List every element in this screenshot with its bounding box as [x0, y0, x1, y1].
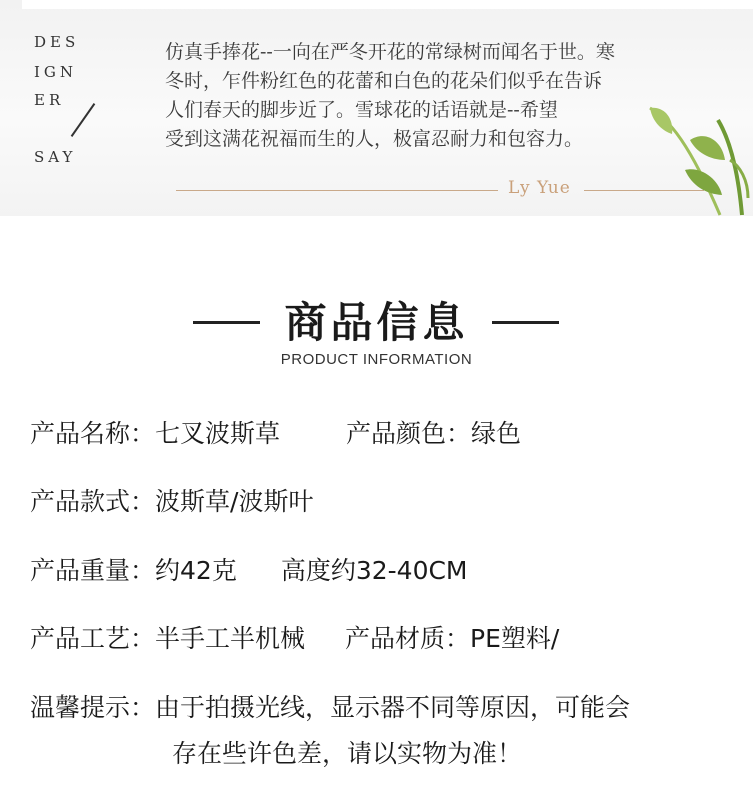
banner-top-strip [22, 0, 753, 9]
info-row-tip [30, 688, 630, 724]
heading-line-right [492, 321, 559, 324]
info-row-weight [30, 551, 468, 587]
leaf-decoration-icon [630, 100, 753, 216]
poem-line-4: 受到这满花祝福而生的人，极富忍耐力和包容力。 [165, 128, 584, 150]
material-value: PE塑料/ [470, 624, 560, 653]
poem-line-1: 仿真手捧花--一向在严冬开花的常绿树而闻名于世。寒 [165, 41, 615, 63]
color-value: 绿色 [471, 419, 522, 448]
signature-line-left [176, 190, 498, 191]
name-label: 产品名称： [30, 419, 156, 448]
style-value: 波斯草/波斯叶 [155, 487, 314, 516]
section-title: 商品信息 [284, 298, 469, 347]
designer-text-4: SAY [34, 148, 77, 166]
weight-value: 约42克 [155, 556, 237, 585]
material-label: 产品材质： [345, 624, 471, 653]
signature: Ly Yue [508, 178, 571, 198]
info-row-style [30, 482, 313, 518]
weight-label: 产品重量： [30, 556, 156, 585]
craft-label: 产品工艺： [30, 624, 156, 653]
style-label: 产品款式： [30, 487, 156, 516]
info-row-name-color [30, 414, 521, 450]
poem-line-3: 人们春天的脚步近了。雪球花的话语就是--希望 [165, 99, 558, 121]
tip-line-1: 由于拍摄光线，显示器不同等原因，可能会 [155, 693, 631, 722]
tip-line-2: 存在些许色差，请以实物为准！ [172, 739, 523, 768]
height-value: 高度约32-40CM [280, 556, 468, 585]
tip-label: 温馨提示： [30, 693, 156, 722]
craft-value: 半手工半机械 [155, 624, 306, 653]
designer-banner [0, 0, 753, 216]
info-row-craft-material [30, 619, 559, 655]
section-subtitle: PRODUCT INFORMATION [280, 351, 473, 368]
color-label: 产品颜色： [346, 419, 472, 448]
designer-text-3: ER [34, 91, 65, 109]
designer-text-2: IGN [34, 63, 78, 81]
slash-divider [71, 103, 96, 137]
poem-line-2: 冬时，乍件粉红色的花蕾和白色的花朵们似乎在告诉 [165, 70, 603, 92]
name-value: 七叉波斯草 [155, 419, 281, 448]
designer-text-1: DES [34, 33, 80, 51]
